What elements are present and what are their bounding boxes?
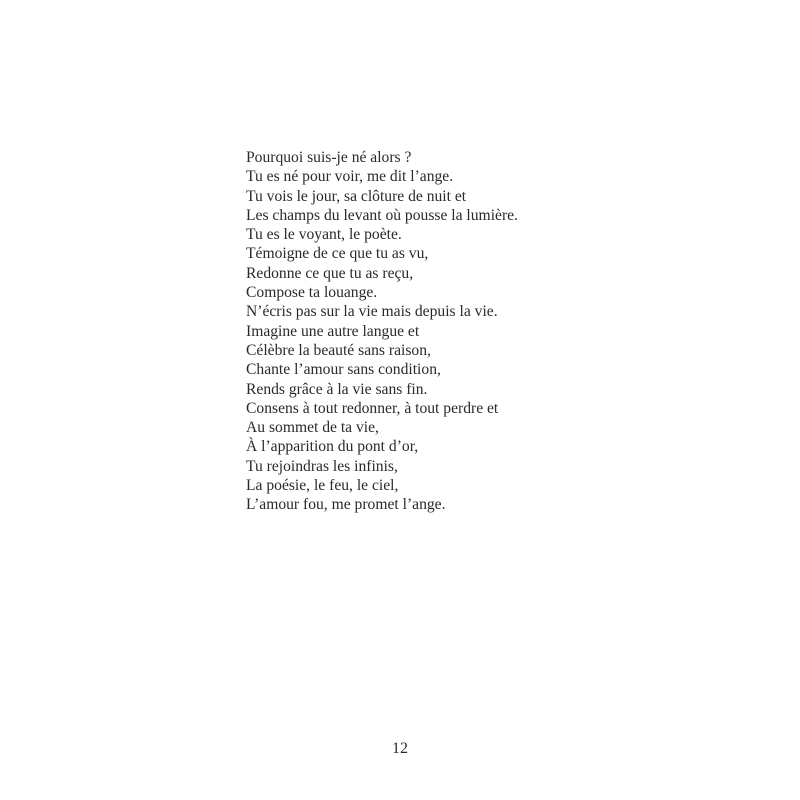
poem-line: Chante l’amour sans condition, [246,361,441,379]
poem-line: Tu rejoindras les infinis, [246,457,398,475]
poem-line: Consens à tout redonner, à tout perdre et [246,399,499,417]
poem-line: Imagine une autre langue et [246,322,420,340]
page-number: 12 [392,740,408,757]
poem-line: À l’apparition du pont d’or, [246,438,419,456]
poem-text [246,148,518,515]
poem-line: N’écris pas sur la vie mais depuis la vie. [246,303,498,321]
poem-line: Tu es le voyant, le poète. [246,226,402,244]
poem-line: Tu es né pour voir, me dit l’ange. [246,168,454,186]
poem-line: Redonne ce que tu as reçu, [246,264,414,282]
poem-line: Pourquoi suis-je né alors ? [246,149,412,166]
poem-line: Rends grâce à la vie sans fin. [246,380,428,398]
poem-line: Les champs du levant où pousse la lumière. [246,206,518,224]
poem-line: Témoigne de ce que tu as vu, [246,245,429,263]
poem-line: Célèbre la beauté sans raison, [246,341,431,359]
poem-line: Au sommet de ta vie, [246,419,379,437]
poem-line: La poésie, le feu, le ciel, [246,477,399,495]
poem-line: L’amour fou, me promet l’ange. [246,496,446,514]
poem-line: Compose ta louange. [246,284,378,302]
poem-line: Tu vois le jour, sa clôture de nuit et [246,187,467,205]
